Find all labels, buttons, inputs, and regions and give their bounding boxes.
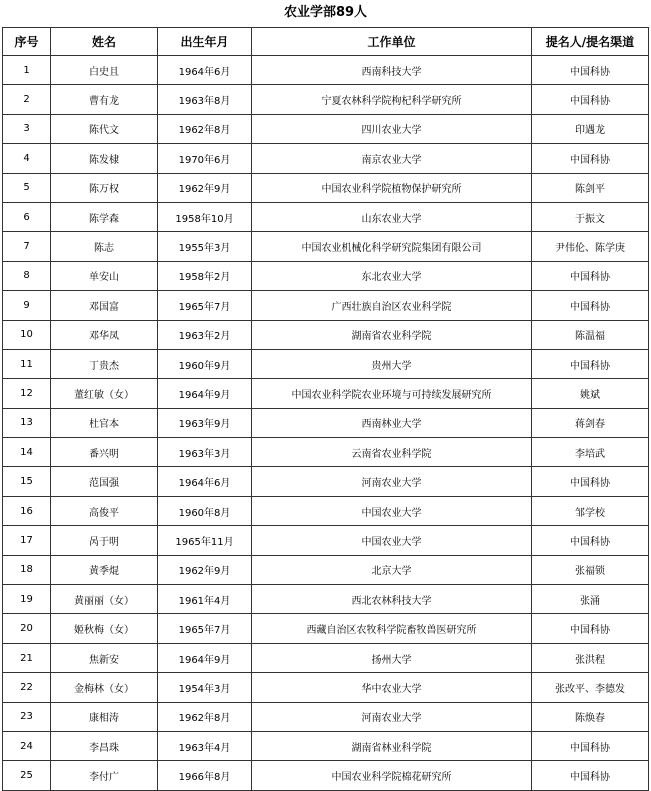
cell-birth: 1963年3月: [158, 438, 252, 467]
cell-workplace: 华中农业大学: [252, 673, 532, 702]
cell-name: 范国强: [51, 467, 158, 496]
cell-birth: 1966年8月: [158, 761, 252, 790]
table-row: [3, 555, 649, 584]
cell-index: 2: [3, 85, 51, 114]
cell-index: 3: [3, 114, 51, 143]
cell-birth: 1963年2月: [158, 320, 252, 349]
cell-name: 高俊平: [51, 496, 158, 525]
cell-name: 姬秋梅（女）: [51, 614, 158, 643]
table-row: [3, 585, 649, 614]
table-row: [3, 144, 649, 173]
cell-nominator: 姚斌: [532, 379, 649, 408]
cell-name: 邓国富: [51, 291, 158, 320]
cell-workplace: 中国农业科学院植物保护研究所: [252, 173, 532, 202]
header-nominator: 提名人/提名渠道: [532, 28, 649, 56]
cell-nominator: 李培武: [532, 438, 649, 467]
cell-birth: 1962年8月: [158, 114, 252, 143]
table-row: [3, 526, 649, 555]
cell-workplace: 河南农业大学: [252, 702, 532, 731]
nominee-table: [2, 27, 649, 791]
header-birth: 出生年月: [158, 28, 252, 56]
cell-index: 11: [3, 349, 51, 378]
cell-nominator: 尹伟伦、陈学庚: [532, 232, 649, 261]
cell-index: 16: [3, 496, 51, 525]
cell-workplace: 南京农业大学: [252, 144, 532, 173]
cell-workplace: 西北农林科技大学: [252, 585, 532, 614]
cell-workplace: 西南林业大学: [252, 408, 532, 437]
cell-workplace: 湖南省林业科学院: [252, 731, 532, 760]
cell-name: 曹有龙: [51, 85, 158, 114]
table-row: [3, 467, 649, 496]
cell-nominator: 中国科协: [532, 261, 649, 290]
cell-nominator: 印遇龙: [532, 114, 649, 143]
cell-birth: 1961年4月: [158, 585, 252, 614]
cell-name: 康相涛: [51, 702, 158, 731]
table-row: [3, 173, 649, 202]
table-row: [3, 232, 649, 261]
cell-nominator: 中国科协: [532, 85, 649, 114]
cell-name: 黄丽丽（女）: [51, 585, 158, 614]
cell-nominator: 张洪程: [532, 643, 649, 672]
table-row: [3, 408, 649, 437]
cell-birth: 1962年9月: [158, 555, 252, 584]
cell-birth: 1963年9月: [158, 408, 252, 437]
cell-nominator: 中国科协: [532, 761, 649, 790]
header-row: [3, 28, 649, 56]
cell-name: 焦新安: [51, 643, 158, 672]
cell-index: 8: [3, 261, 51, 290]
cell-name: 陈代文: [51, 114, 158, 143]
cell-nominator: 中国科协: [532, 614, 649, 643]
cell-name: 单安山: [51, 261, 158, 290]
table-row: [3, 261, 649, 290]
cell-name: 陈发棣: [51, 144, 158, 173]
cell-birth: 1963年8月: [158, 85, 252, 114]
cell-nominator: 中国科协: [532, 731, 649, 760]
cell-nominator: 中国科协: [532, 526, 649, 555]
cell-name: 陈志: [51, 232, 158, 261]
page-title: 农业学部89人: [283, 5, 368, 20]
cell-index: 4: [3, 144, 51, 173]
cell-workplace: 广西壮族自治区农业科学院: [252, 291, 532, 320]
cell-name: 邓华凤: [51, 320, 158, 349]
cell-nominator: 蒋剑春: [532, 408, 649, 437]
cell-nominator: 于振文: [532, 202, 649, 231]
header-index: 序号: [3, 28, 51, 56]
cell-workplace: 中国农业科学院农业环境与可持续发展研究所: [252, 379, 532, 408]
cell-birth: 1964年9月: [158, 379, 252, 408]
cell-birth: 1964年9月: [158, 643, 252, 672]
cell-birth: 1962年9月: [158, 173, 252, 202]
cell-index: 22: [3, 673, 51, 702]
cell-workplace: 河南农业大学: [252, 467, 532, 496]
cell-index: 12: [3, 379, 51, 408]
cell-index: 20: [3, 614, 51, 643]
cell-index: 23: [3, 702, 51, 731]
table-row: [3, 85, 649, 114]
table-row: [3, 731, 649, 760]
cell-birth: 1962年8月: [158, 702, 252, 731]
cell-workplace: 湖南省农业科学院: [252, 320, 532, 349]
cell-workplace: 东北农业大学: [252, 261, 532, 290]
cell-birth: 1970年6月: [158, 144, 252, 173]
cell-name: 丁贵杰: [51, 349, 158, 378]
cell-name: 李昌珠: [51, 731, 158, 760]
cell-birth: 1958年2月: [158, 261, 252, 290]
cell-workplace: 西藏自治区农牧科学院畜牧兽医研究所: [252, 614, 532, 643]
table-row: [3, 56, 649, 85]
cell-workplace: 中国农业大学: [252, 526, 532, 555]
cell-workplace: 山东农业大学: [252, 202, 532, 231]
table-row: [3, 438, 649, 467]
cell-nominator: 中国科协: [532, 467, 649, 496]
cell-index: 25: [3, 761, 51, 790]
cell-index: 10: [3, 320, 51, 349]
cell-name: 白史且: [51, 56, 158, 85]
table-row: [3, 614, 649, 643]
cell-nominator: 中国科协: [532, 349, 649, 378]
table-row: [3, 291, 649, 320]
table-row: [3, 761, 649, 790]
cell-index: 5: [3, 173, 51, 202]
cell-birth: 1960年9月: [158, 349, 252, 378]
cell-birth: 1958年10月: [158, 202, 252, 231]
cell-nominator: 张福锁: [532, 555, 649, 584]
cell-workplace: 四川农业大学: [252, 114, 532, 143]
cell-index: 6: [3, 202, 51, 231]
cell-birth: 1955年3月: [158, 232, 252, 261]
cell-workplace: 北京大学: [252, 555, 532, 584]
table-row: [3, 349, 649, 378]
cell-name: 番兴明: [51, 438, 158, 467]
cell-index: 21: [3, 643, 51, 672]
cell-workplace: 中国农业科学院棉花研究所: [252, 761, 532, 790]
cell-index: 18: [3, 555, 51, 584]
cell-birth: 1965年7月: [158, 614, 252, 643]
cell-index: 13: [3, 408, 51, 437]
cell-name: 董红敏（女）: [51, 379, 158, 408]
cell-index: 14: [3, 438, 51, 467]
cell-nominator: 中国科协: [532, 56, 649, 85]
cell-name: 呙于明: [51, 526, 158, 555]
cell-nominator: 邹学校: [532, 496, 649, 525]
cell-nominator: 陈焕春: [532, 702, 649, 731]
cell-nominator: 中国科协: [532, 144, 649, 173]
header-workplace: 工作单位: [252, 28, 532, 56]
cell-nominator: 张改平、李德发: [532, 673, 649, 702]
table-row: [3, 114, 649, 143]
cell-workplace: 中国农业机械化科学研究院集团有限公司: [252, 232, 532, 261]
cell-nominator: 张涌: [532, 585, 649, 614]
cell-index: 17: [3, 526, 51, 555]
cell-workplace: 扬州大学: [252, 643, 532, 672]
table-row: [3, 202, 649, 231]
cell-name: 杜官本: [51, 408, 158, 437]
cell-birth: 1965年11月: [158, 526, 252, 555]
cell-index: 9: [3, 291, 51, 320]
table-row: [3, 496, 649, 525]
cell-name: 金梅林（女）: [51, 673, 158, 702]
table-row: [3, 673, 649, 702]
cell-workplace: 中国农业大学: [252, 496, 532, 525]
cell-birth: 1963年4月: [158, 731, 252, 760]
table-row: [3, 643, 649, 672]
table-row: [3, 379, 649, 408]
cell-index: 24: [3, 731, 51, 760]
cell-birth: 1964年6月: [158, 467, 252, 496]
cell-nominator: 陈温福: [532, 320, 649, 349]
cell-name: 陈万权: [51, 173, 158, 202]
cell-birth: 1965年7月: [158, 291, 252, 320]
cell-index: 1: [3, 56, 51, 85]
cell-index: 15: [3, 467, 51, 496]
cell-birth: 1964年6月: [158, 56, 252, 85]
cell-index: 19: [3, 585, 51, 614]
cell-workplace: 宁夏农林科学院枸杞科学研究所: [252, 85, 532, 114]
cell-index: 7: [3, 232, 51, 261]
cell-workplace: 西南科技大学: [252, 56, 532, 85]
table-row: [3, 702, 649, 731]
header-name: 姓名: [51, 28, 158, 56]
table-row: [3, 320, 649, 349]
cell-name: 李付广: [51, 761, 158, 790]
cell-workplace: 贵州大学: [252, 349, 532, 378]
cell-name: 陈学森: [51, 202, 158, 231]
cell-workplace: 云南省农业科学院: [252, 438, 532, 467]
cell-name: 黄季焜: [51, 555, 158, 584]
cell-birth: 1954年3月: [158, 673, 252, 702]
table-body: [3, 56, 649, 791]
cell-nominator: 中国科协: [532, 291, 649, 320]
cell-birth: 1960年8月: [158, 496, 252, 525]
cell-nominator: 陈剑平: [532, 173, 649, 202]
